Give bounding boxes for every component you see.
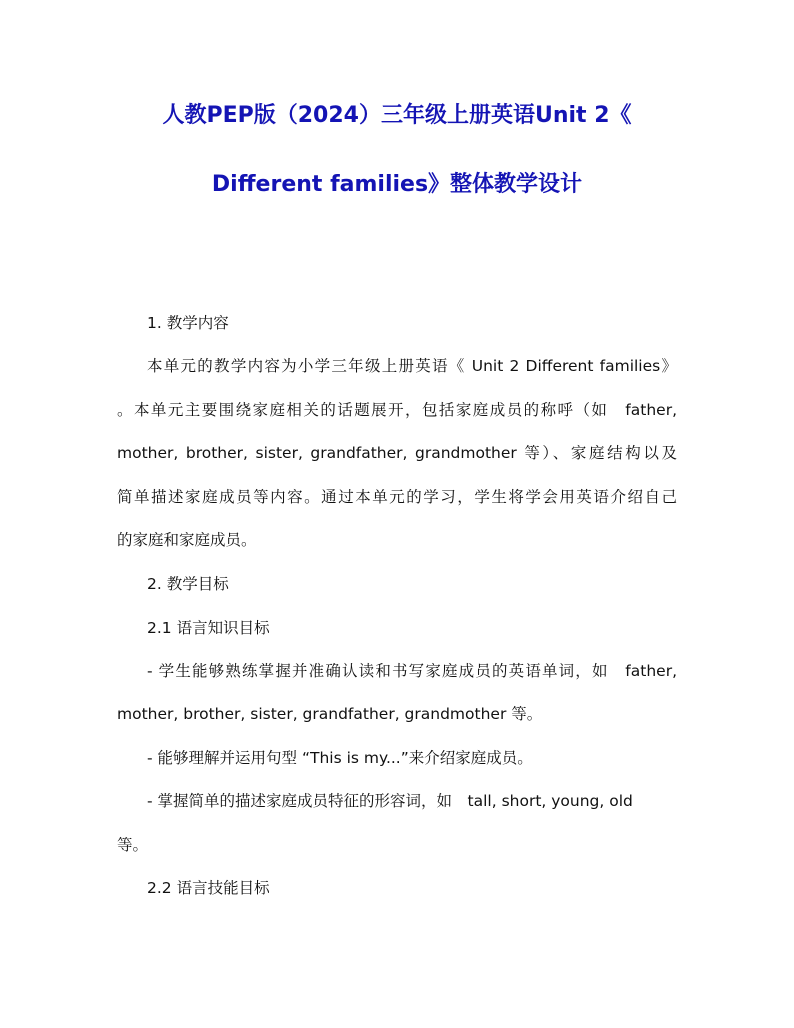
paragraph-line: 简单描述家庭成员等内容。通过本单元的学习，学生将学会用英语介绍自己 — [117, 488, 677, 506]
list-item-line: 等。 — [117, 836, 149, 854]
list-item-line: - 掌握简单的描述家庭成员特征的形容词，如 tall, short, young, old — [147, 792, 633, 810]
paragraph-line: 本单元的教学内容为小学三年级上册英语《 Unit 2 Different families》 — [147, 357, 677, 375]
list-item-line: - 学生能够熟练掌握并准确认读和书写家庭成员的英语单词，如 father, — [147, 662, 677, 680]
subsection-heading-2-2: 2.2 语言技能目标 — [147, 879, 270, 897]
subsection-heading-2-1: 2.1 语言知识目标 — [147, 619, 270, 637]
document-title-line-2: Different families》整体教学设计 — [211, 172, 583, 197]
document-title-line-1: 人教PEP版（2024）三年级上册英语Unit 2《 — [162, 103, 632, 128]
section-heading-2: 2. 教学目标 — [147, 575, 229, 593]
paragraph-line: 的家庭和家庭成员。 — [117, 531, 257, 549]
section-heading-1: 1. 教学内容 — [147, 314, 229, 332]
paragraph-line: mother, brother, sister, grandfather, grandmother 等）、家庭结构以及 — [117, 444, 677, 462]
list-item-line: mother, brother, sister, grandfather, grandmother 等。 — [117, 705, 543, 723]
list-item-line: - 能够理解并运用句型 “This is my...”来介绍家庭成员。 — [147, 749, 533, 767]
paragraph-line: 。本单元主要围绕家庭相关的话题展开，包括家庭成员的称呼（如 father, — [117, 401, 677, 419]
